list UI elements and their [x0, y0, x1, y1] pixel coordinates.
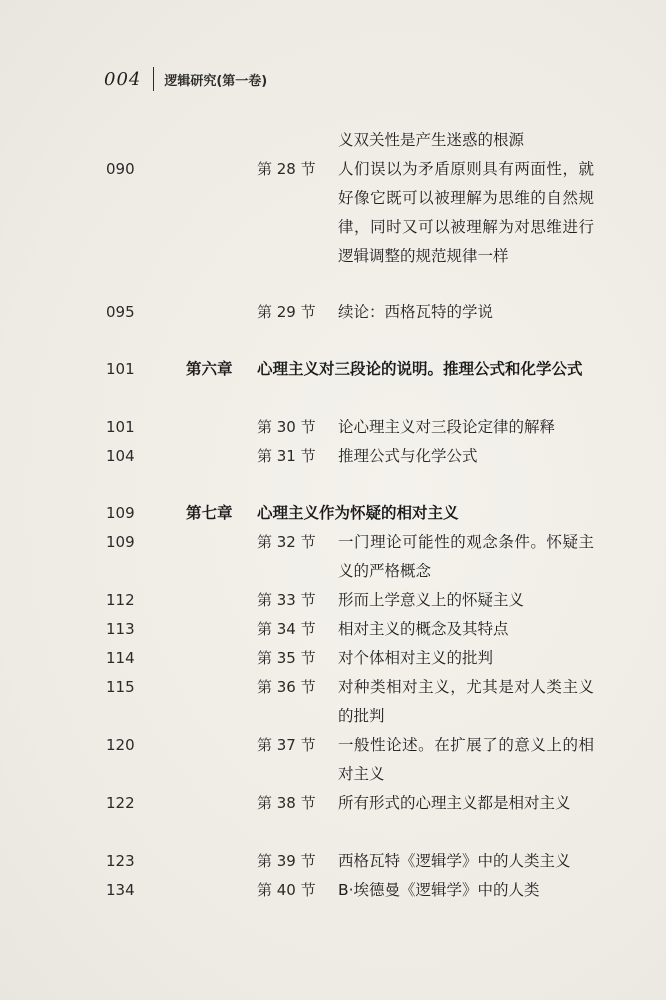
entry-title: 一般性论述。在扩展了的意义上的相对主义 [338, 736, 594, 783]
entry-section: 第 36 节 [257, 678, 316, 696]
entry-page: 104 [106, 447, 135, 465]
entry-title: 所有形式的心理主义都是相对主义 [338, 794, 571, 812]
entry-title: B·埃德曼《逻辑学》中的人类 [338, 881, 540, 899]
entry-section: 第 31 节 [257, 447, 316, 465]
entry-page: 122 [106, 794, 135, 812]
entry-title: 对个体相对主义的批判 [338, 649, 494, 667]
entry-title: 对种类相对主义，尤其是对人类主义的批判 [338, 678, 594, 725]
entry-title: 推理公式与化学公式 [338, 447, 478, 465]
book-title: 逻辑研究(第一卷) [164, 73, 268, 89]
chapter-label: 第七章 [186, 504, 233, 522]
chapter-label: 第六章 [186, 360, 233, 378]
entry-page: 101 [106, 418, 135, 436]
entry-page: 101 [106, 360, 135, 378]
entry-title: 形而上学意义上的怀疑主义 [338, 591, 525, 609]
entry-section: 第 37 节 [257, 736, 316, 754]
header-divider [153, 67, 154, 91]
entry-page: 112 [106, 591, 135, 609]
entry-title: 义双关性是产生迷惑的根源 [338, 131, 525, 149]
entry-title: 论心理主义对三段论定律的解释 [338, 418, 556, 436]
entry-section: 第 30 节 [257, 418, 316, 436]
entry-page: 095 [106, 303, 135, 321]
entry-section: 第 40 节 [257, 881, 316, 899]
entry-title: 一门理论可能性的观念条件。怀疑主义的严格概念 [338, 533, 594, 580]
entry-page: 109 [106, 533, 135, 551]
entry-page: 109 [106, 504, 135, 522]
entry-page: 113 [106, 620, 135, 638]
entry-section: 第 34 节 [257, 620, 316, 638]
entry-section: 第 32 节 [257, 533, 316, 551]
entry-page: 115 [106, 678, 135, 696]
entry-section: 第 39 节 [257, 852, 316, 870]
entry-title: 相对主义的概念及其特点 [338, 620, 509, 638]
running-header [104, 64, 267, 94]
entry-page: 134 [106, 881, 135, 899]
entry-page: 123 [106, 852, 135, 870]
entry-page: 090 [106, 160, 135, 178]
chapter-title: 心理主义对三段论的说明。推理公式和化学公式 [257, 360, 583, 378]
entry-section: 第 29 节 [257, 303, 316, 321]
entry-title: 西格瓦特《逻辑学》中的人类主义 [338, 852, 571, 870]
entry-title: 人们误以为矛盾原则具有两面性，就好像它既可以被理解为思维的自然规律，同时又可以被理解为对思维进行逻辑调整的规范规律一样 [338, 160, 594, 265]
page-number: 004 [104, 68, 142, 90]
chapter-title: 心理主义作为怀疑的相对主义 [257, 504, 459, 522]
entry-page: 114 [106, 649, 135, 667]
entry-section: 第 38 节 [257, 794, 316, 812]
entry-section: 第 33 节 [257, 591, 316, 609]
entry-page: 120 [106, 736, 135, 754]
entry-section: 第 28 节 [257, 160, 316, 178]
entry-title: 续论：西格瓦特的学说 [338, 303, 494, 321]
entry-section: 第 35 节 [257, 649, 316, 667]
